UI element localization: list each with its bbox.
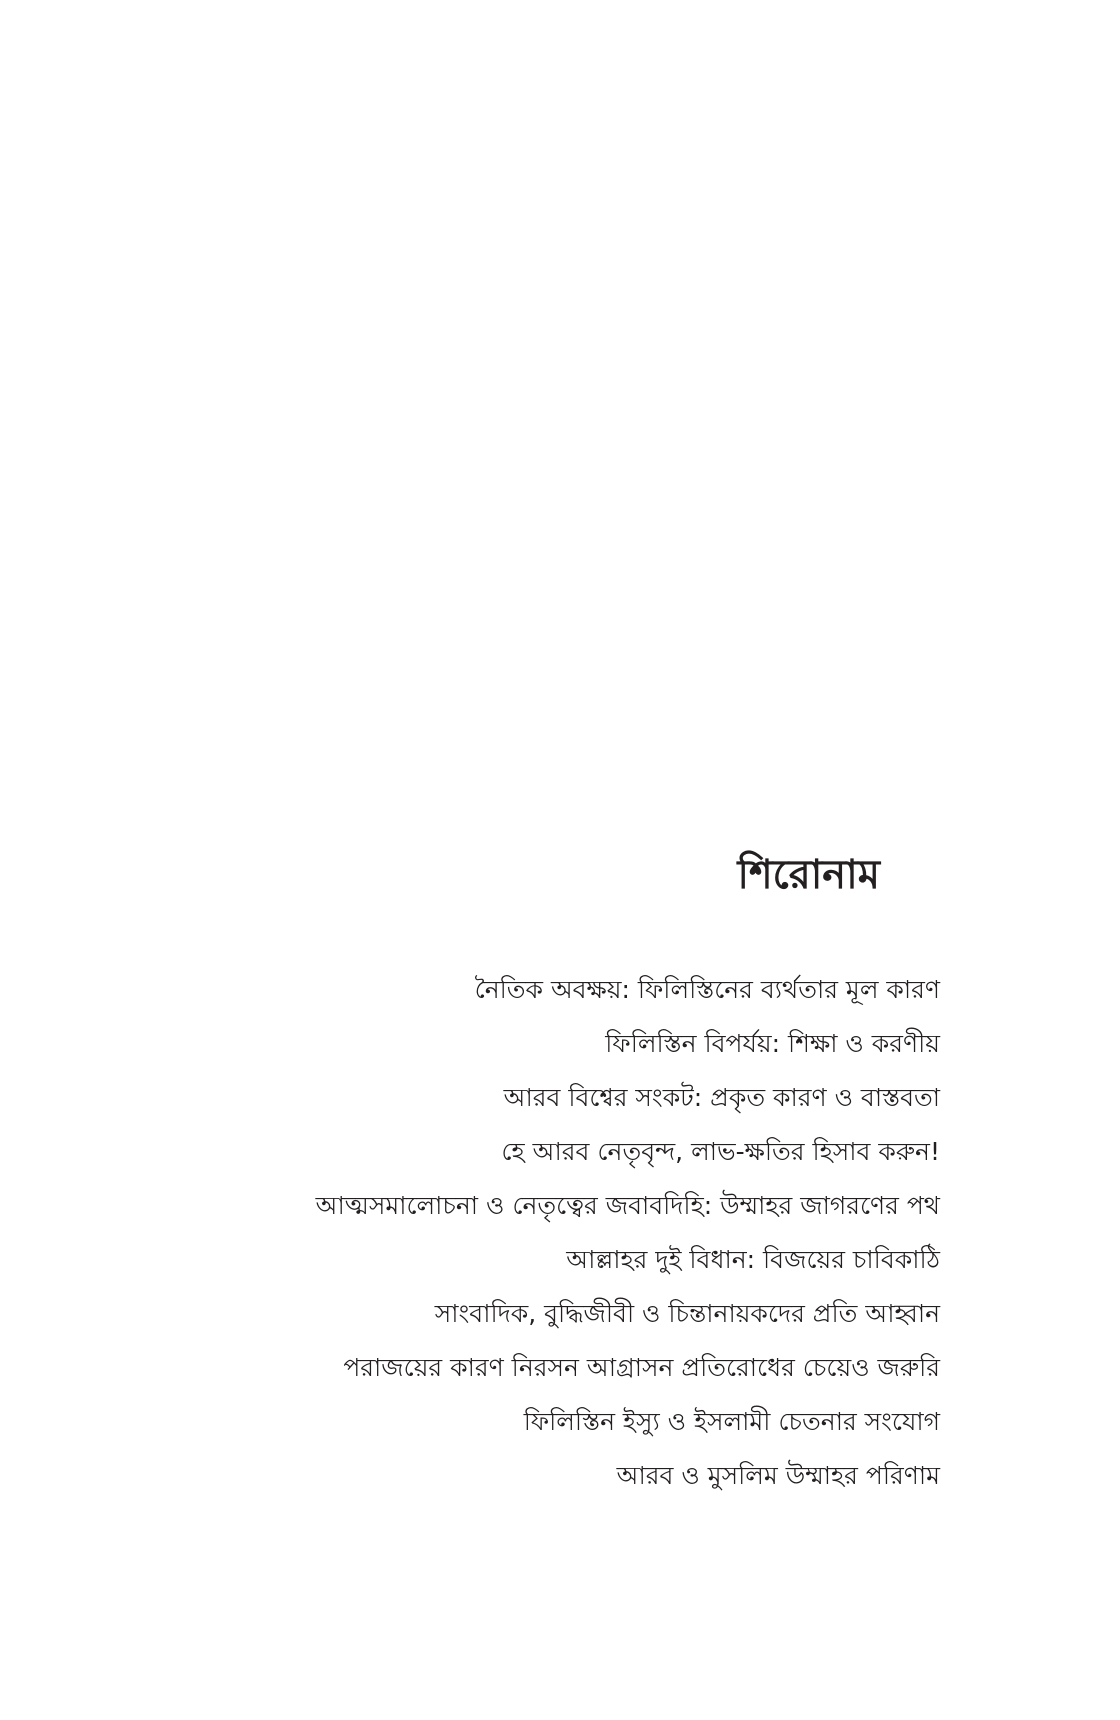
contents-item: পরাজয়ের কারণ নিরসন আগ্রাসন প্রতিরোধের চেয়েও জরুরি: [343, 1353, 940, 1382]
contents-item: আরব ও মুসলিম উম্মাহর পরিণাম: [616, 1461, 940, 1490]
contents-item: ফিলিস্তিন বিপর্যয়: শিক্ষা ও করণীয়: [605, 1029, 940, 1058]
contents-item: নৈতিক অবক্ষয়: ফিলিস্তিনের ব্যর্থতার মূল কারণ: [474, 975, 940, 1004]
contents-item: সাংবাদিক, বুদ্ধিজীবী ও চিন্তানায়কদের প্রতি আহ্বান: [434, 1299, 940, 1328]
contents-item: আত্মসমালোচনা ও নেতৃত্বের জবাবদিহি: উম্মাহর জাগরণের পথ: [315, 1191, 940, 1220]
contents-item: আল্লাহর দুই বিধান: বিজয়ের চাবিকাঠি: [566, 1245, 940, 1274]
page-title: শিরোনাম: [737, 851, 880, 898]
contents-item: হে আরব নেতৃবৃন্দ, লাভ-ক্ষতির হিসাব করুন!: [501, 1137, 940, 1166]
contents-list: [316, 963, 940, 1503]
contents-item: আরব বিশ্বের সংকট: প্রকৃত কারণ ও বাস্তবতা: [503, 1083, 940, 1112]
contents-item: ফিলিস্তিন ইস্যু ও ইসলামী চেতনার সংযোগ: [523, 1407, 940, 1436]
